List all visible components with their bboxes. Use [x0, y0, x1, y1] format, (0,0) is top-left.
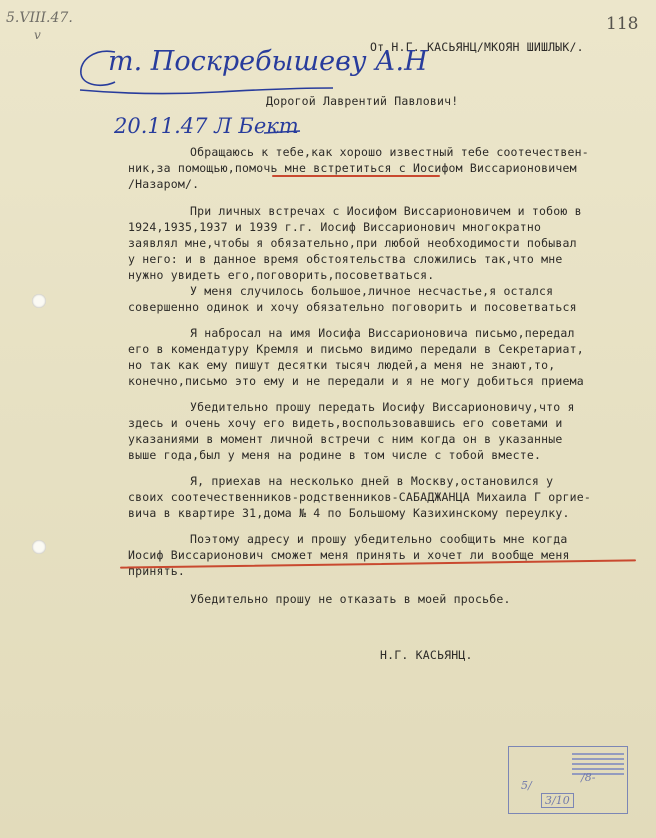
letter-line: Я, приехав на несколько дней в Москву,остановился у	[190, 474, 554, 488]
letter-line: вича в квартире 31,дома № 4 по Большому Казихинскому переулку.	[128, 506, 570, 520]
letter-line: указаниями в момент личной встречи с ним когда он в указанные	[128, 432, 563, 446]
letter-line: принять.	[128, 564, 185, 578]
stamp-value: 3/10	[541, 793, 574, 808]
stamp-value: /8-	[581, 771, 596, 784]
letter-line: 1924,1935,1937 и 1939 г.г. Иосиф Виссарионович многократно	[128, 220, 542, 234]
letter-line: Иосиф Виссарионович сможет меня принять и хочет ли вообще меня	[128, 548, 570, 562]
letter-line: конечно,письмо это ему и не передали и я не могу добиться приема	[128, 374, 584, 388]
letter-line: своих соотечественников-родственников-САБАДЖАНЦА Михаила Г оргие-	[128, 490, 592, 504]
handwritten-resolution: 20.11.47 Л Бект	[114, 114, 299, 138]
letter-line: здесь и очень хочу его видеть,воспользовавшись его советами и	[128, 416, 563, 430]
stamp-value: 5/	[521, 779, 532, 792]
letter-line: ник,за помощью,помочь мне встретиться с Иосифом Виссарионовичем	[128, 161, 577, 175]
letter-line: выше года,был у меня на родине в том числе с тобой вместе.	[128, 448, 542, 462]
handwritten-date: 5.VIII.47.	[6, 10, 73, 26]
letter-line: /Назаром/.	[128, 177, 200, 191]
letter-line: совершенно одинок и хочу обязательно поговорить и посоветваться	[128, 300, 577, 314]
handwritten-check-mark: v	[34, 28, 41, 42]
stamp-printed-lines	[572, 750, 624, 778]
binder-hole	[32, 540, 46, 554]
sender-line: От Н.Г. КАСЬЯНЦ/МКОЯН ШИШЛЫК/.	[370, 40, 584, 54]
resolution-underline	[262, 128, 302, 138]
signature: Н.Г. КАСЬЯНЦ.	[380, 648, 473, 662]
letter-line: Убедительно прошу не отказать в моей просьбе.	[190, 592, 511, 606]
letter-line: но так как ему пишут десятки тысяч людей,а меня не знают,то,	[128, 358, 556, 372]
letter-line: заявлял мне,чтобы я обязательно,при любой необходимости побывал	[128, 236, 577, 250]
letter-line: Я набросал на имя Иосифа Виссарионовича письмо,передал	[190, 326, 575, 340]
letter-line: У меня случилось большое,личное несчастье,я остался	[190, 284, 554, 298]
archive-stamp	[508, 746, 628, 814]
letter-line: у него: и в данное время обстоятельства сложились так,что мне	[128, 252, 563, 266]
letter-line: его в комендатуру Кремля и письмо видимо передали в Секретариат,	[128, 342, 584, 356]
letter-line: Убедительно прошу передать Иосифу Виссарионовичу,что я	[190, 400, 575, 414]
letter-line: нужно увидеть его,поговорить,посоветваться.	[128, 268, 435, 282]
salutation: Дорогой Лаврентий Павлович!	[266, 94, 459, 108]
red-underline	[272, 175, 440, 177]
letter-line: Поэтому адресу и прошу убедительно сообщить мне когда	[190, 532, 568, 546]
binder-hole	[32, 294, 46, 308]
letter-line: Обращаюсь к тебе,как хорошо известный тебе соотечествен-	[190, 145, 589, 159]
addressee-circle-mark	[75, 46, 121, 92]
page-number: 118	[606, 14, 639, 34]
handwritten-addressee: т. Поскребышеву А.Н	[108, 46, 428, 77]
letter-line: При личных встречах с Иосифом Виссарионовичем и тобою в	[190, 204, 582, 218]
